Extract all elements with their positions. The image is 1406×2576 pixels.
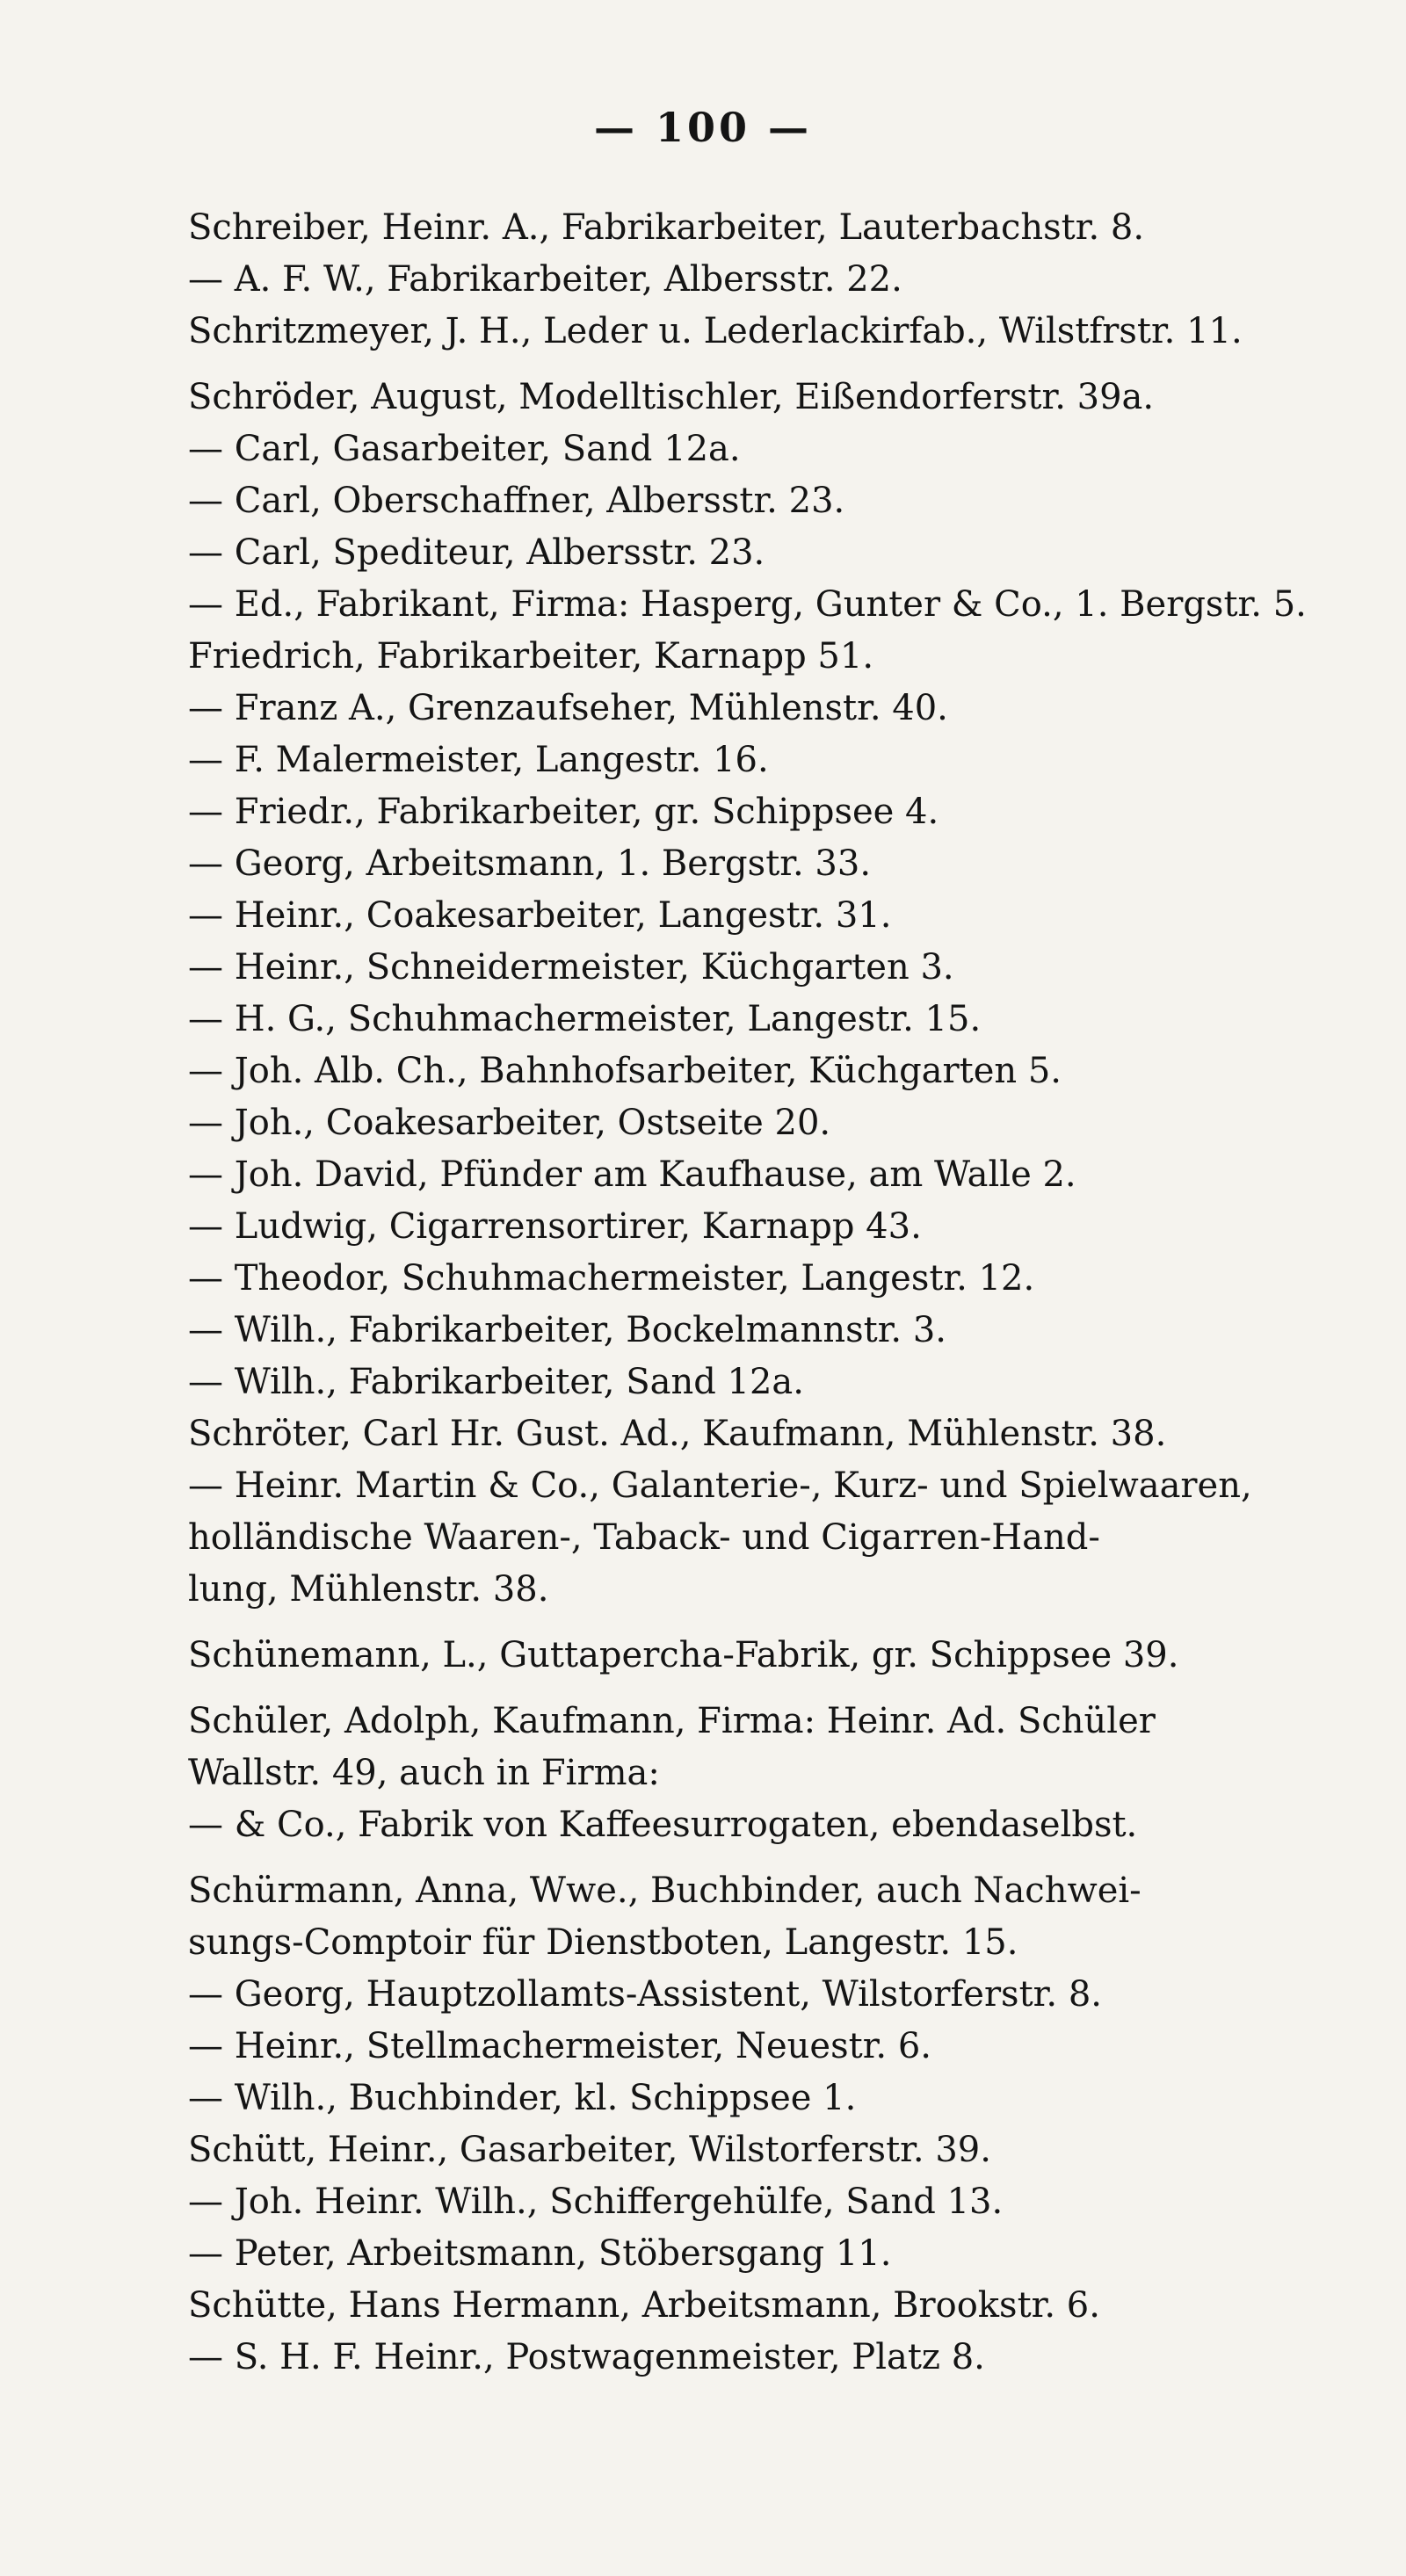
directory-entry: Schüler, Adolph, Kaufmann, Firma: Heinr. Ad. Schüler (188, 1701, 1156, 1741)
directory-entry: — Carl, Oberschaffner, Albersstr. 23. (188, 481, 845, 521)
directory-entry: — Joh. Alb. Ch., Bahnhofsarbeiter, Küchgarten 5. (188, 1051, 1062, 1091)
directory-entry: — Heinr., Coakesarbeiter, Langestr. 31. (188, 895, 892, 936)
directory-entry: Schröder, August, Modelltischler, Eißendorferstr. 39a. (188, 377, 1155, 417)
directory-entry: lung, Mühlenstr. 38. (188, 1569, 549, 1610)
directory-entry: — Carl, Spediteur, Albersstr. 23. (188, 532, 765, 573)
directory-entry: Schünemann, L., Guttapercha-Fabrik, gr. Schippsee 39. (188, 1635, 1179, 1675)
directory-entry: holländische Waaren-, Taback- und Cigarren-Hand- (188, 1517, 1100, 1558)
directory-entry: Schritzmeyer, J. H., Leder u. Lederlackirfab., Wilstfrstr. 11. (188, 311, 1243, 351)
directory-entry: Schütt, Heinr., Gasarbeiter, Wilstorferstr. 39. (188, 2130, 991, 2170)
directory-entry: sungs-Comptoir für Dienstboten, Langestr. 15. (188, 1922, 1018, 1963)
directory-entry: — Theodor, Schuhmachermeister, Langestr. 12. (188, 1258, 1035, 1299)
directory-entry: Schröter, Carl Hr. Gust. Ad., Kaufmann, Mühlenstr. 38. (188, 1414, 1167, 1454)
directory-entry: — Ed., Fabrikant, Firma: Hasperg, Gunter & Co., 1. Bergstr. 5. (188, 584, 1307, 625)
directory-entry: — Franz A., Grenzaufseher, Mühlenstr. 40. (188, 688, 948, 728)
directory-entry: — Wilh., Fabrikarbeiter, Sand 12a. (188, 1362, 804, 1402)
directory-entry: — Peter, Arbeitsmann, Stöbersgang 11. (188, 2233, 892, 2274)
directory-entry: Friedrich, Fabrikarbeiter, Karnapp 51. (188, 636, 874, 677)
directory-entry: — Heinr., Schneidermeister, Küchgarten 3. (188, 947, 954, 988)
directory-entry: Schütte, Hans Hermann, Arbeitsmann, Brookstr. 6. (188, 2285, 1100, 2326)
directory-entry: — A. F. W., Fabrikarbeiter, Albersstr. 22. (188, 259, 902, 300)
directory-entry: Schreiber, Heinr. A., Fabrikarbeiter, Lauterbachstr. 8. (188, 207, 1145, 248)
directory-entry: — Joh., Coakesarbeiter, Ostseite 20. (188, 1103, 831, 1143)
directory-entry: — F. Malermeister, Langestr. 16. (188, 740, 769, 780)
directory-entry: — Joh. Heinr. Wilh., Schiffergehülfe, Sand 13. (188, 2182, 1004, 2222)
directory-entry: — Heinr. Martin & Co., Galanterie-, Kurz- und Spielwaaren, (188, 1465, 1252, 1506)
directory-entry: Wallstr. 49, auch in Firma: (188, 1753, 660, 1793)
directory-entry: — H. G., Schuhmachermeister, Langestr. 15. (188, 999, 982, 1039)
directory-entry: — & Co., Fabrik von Kaffeesurrogaten, ebendaselbst. (188, 1805, 1138, 1845)
directory-entry: — Wilh., Buchbinder, kl. Schippsee 1. (188, 2078, 857, 2118)
page-number: — 100 — (593, 104, 813, 151)
directory-entry: Schürmann, Anna, Wwe., Buchbinder, auch Nachwei- (188, 1870, 1141, 1911)
directory-entry: — Georg, Hauptzollamts-Assistent, Wilstorferstr. 8. (188, 1974, 1102, 2015)
directory-entry: — Wilh., Fabrikarbeiter, Bockelmannstr. 3. (188, 1310, 947, 1350)
directory-entry: — Friedr., Fabrikarbeiter, gr. Schippsee 4. (188, 792, 939, 832)
directory-entry: — Joh. David, Pfünder am Kaufhause, am Walle 2. (188, 1154, 1076, 1195)
directory-entries (188, 202, 1348, 2384)
directory-entry: — Georg, Arbeitsmann, 1. Bergstr. 33. (188, 843, 872, 884)
directory-entry: — Ludwig, Cigarrensortirer, Karnapp 43. (188, 1206, 922, 1247)
directory-entry: — S. H. F. Heinr., Postwagenmeister, Platz 8. (188, 2337, 985, 2377)
directory-entry: — Carl, Gasarbeiter, Sand 12a. (188, 429, 741, 469)
directory-entry: — Heinr., Stellmachermeister, Neuestr. 6. (188, 2026, 932, 2066)
